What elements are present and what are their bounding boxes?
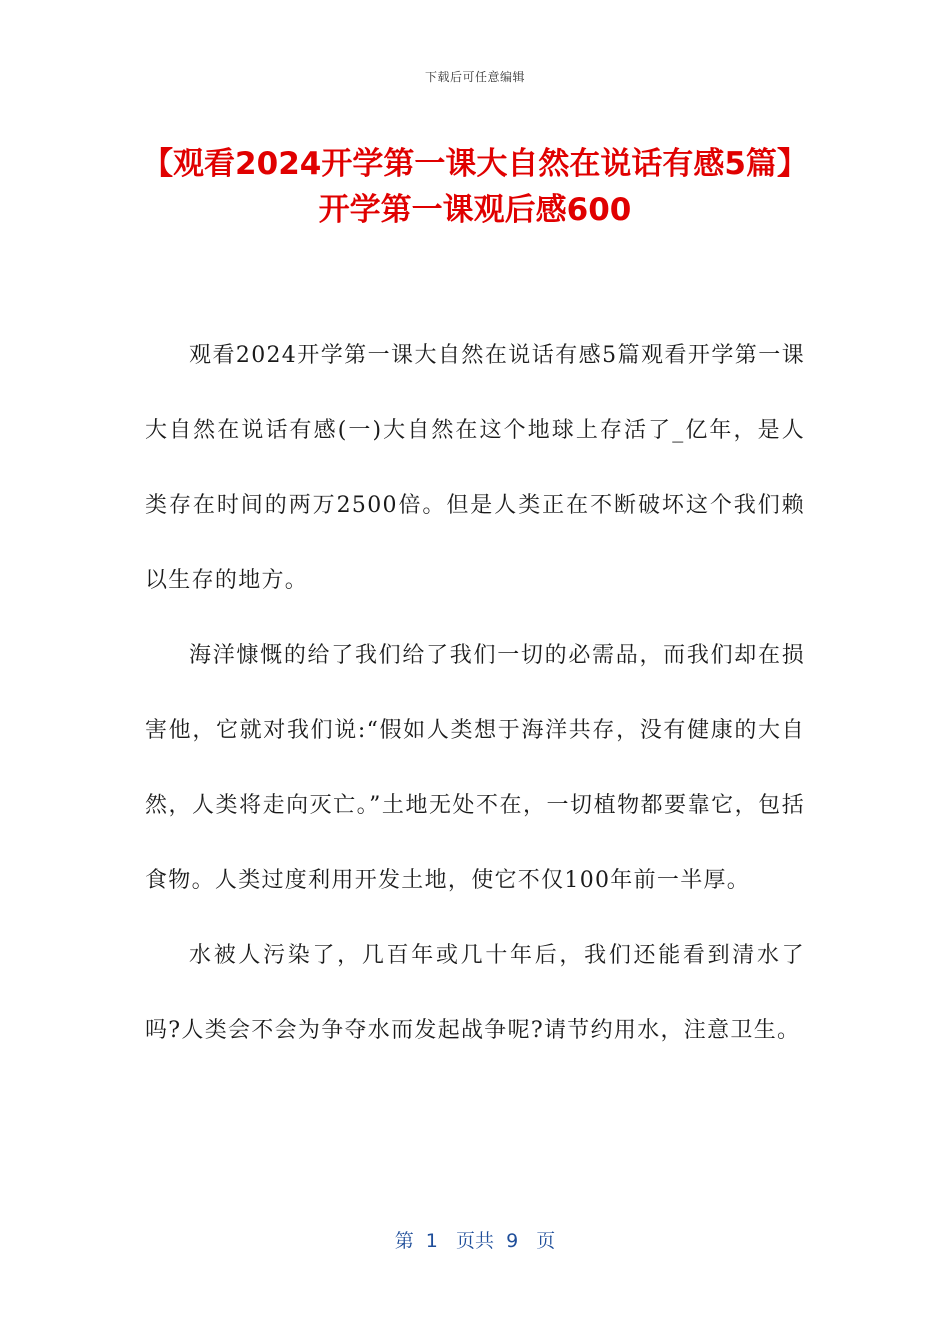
paragraph: 水被人污染了，几百年或几十年后，我们还能看到清水了吗?人类会不会为争夺水而发起战争呢?请节约用水，注意卫生。 (145, 943, 805, 1043)
paragraph: 海洋慷慨的给了我们给了我们一切的必需品，而我们却在损害他，它就对我们说:“假如人类想于海洋共存，没有健康的大自然，人类将走向灭亡。”土地无处不在，一切植物都要靠它，包括食物。人类过度利用开发土地，使它不仅100年前一半厚。 (145, 643, 805, 893)
document-title: 【观看2024开学第一课大自然在说话有感5篇】开学第一课观后感600 (142, 146, 808, 228)
document-body (145, 318, 805, 1068)
page-header-note: 下载后可任意编辑 (424, 70, 525, 84)
paragraph: 观看2024开学第一课大自然在说话有感5篇观看开学第一课大自然在说话有感(一)大自然在这个地球上存活了_亿年，是人类存在时间的两万2500倍。但是人类正在不断破坏这个我们赖以生存的地方。 (145, 343, 805, 593)
page-number-footer: 第 1 页共 9 页 (394, 1230, 556, 1252)
